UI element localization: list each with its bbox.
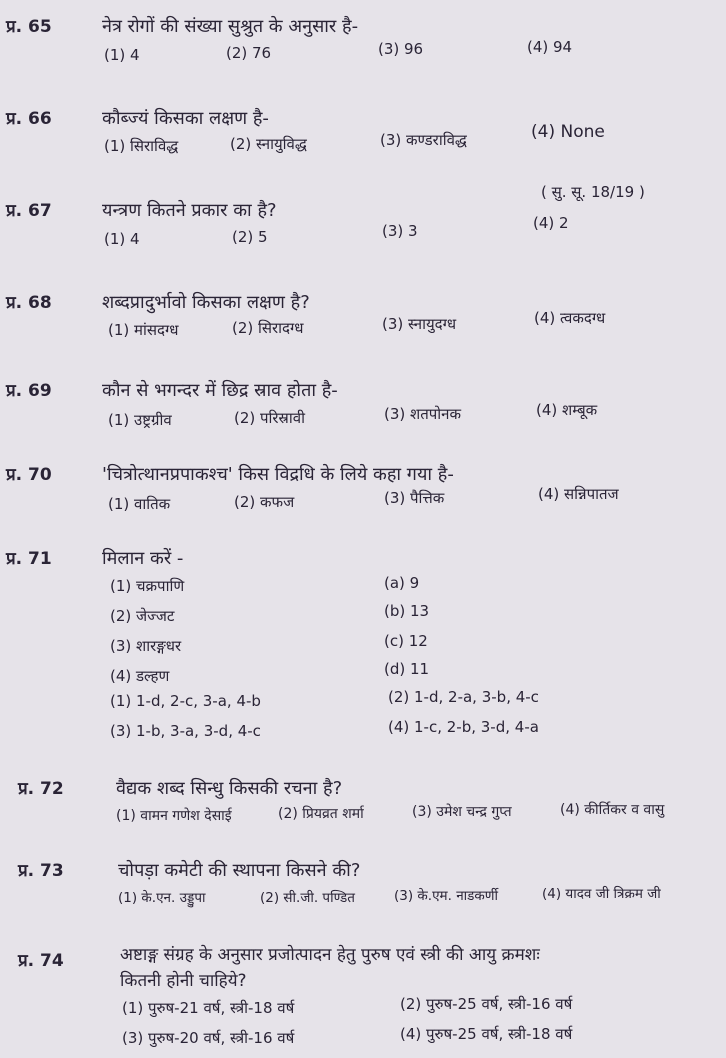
option-1: (1) 1-d, 2-c, 3-a, 4-b <box>110 692 261 710</box>
option-3: (3) पुरुष-20 वर्ष, स्त्री-16 वर्ष <box>122 1029 295 1047</box>
option-2: (2) 1-d, 2-a, 3-b, 4-c <box>388 688 539 706</box>
question-number: प्र. 74 <box>18 951 64 971</box>
option-1: (1) मांसदग्ध <box>108 321 179 339</box>
question-text-line-2: कितनी होनी चाहिये? <box>120 971 247 991</box>
option-1: (1) के.एन. उड्डुपा <box>118 890 206 906</box>
option-4: (4) 1-c, 2-b, 3-d, 4-a <box>388 718 539 736</box>
option-3: (3) के.एम. नाडकर्णी <box>394 888 499 904</box>
question-number: प्र. 66 <box>6 109 52 129</box>
question-number: प्र. 72 <box>18 779 64 799</box>
option-4: (4) यादव जी त्रिक्रम जी <box>542 886 661 902</box>
question-text: कौन से भगन्दर में छिद्र स्राव होता है- <box>102 380 338 401</box>
option-2: (2) सी.जी. पण्डित <box>260 890 355 906</box>
option-4: (4) शम्बूक <box>536 401 598 419</box>
option-2: (2) प्रियव्रत शर्मा <box>278 806 364 822</box>
match-left-2: (2) जेज्जट <box>110 607 175 625</box>
match-right-c: (c) 12 <box>384 632 428 650</box>
option-1: (1) पुरुष-21 वर्ष, स्त्री-18 वर्ष <box>122 999 295 1017</box>
source-reference: ( सु. सू. 18/19 ) <box>541 183 645 201</box>
option-4: (4) सन्निपातज <box>538 485 619 503</box>
option-4: (4) 94 <box>527 38 573 56</box>
option-1: (1) वामन गणेश देसाई <box>116 808 232 824</box>
option-2: (2) 5 <box>232 228 268 246</box>
option-2: (2) परिस्रावी <box>234 409 305 427</box>
option-3: (3) 3 <box>382 222 418 240</box>
option-1: (1) 4 <box>104 46 140 64</box>
option-1: (1) सिराविद्ध <box>104 137 179 155</box>
option-1: (1) वातिक <box>108 495 171 513</box>
option-2: (2) स्नायुविद्ध <box>230 135 307 153</box>
option-2: (2) पुरुष-25 वर्ष, स्त्री-16 वर्ष <box>400 995 573 1013</box>
option-4: (4) None <box>531 122 605 142</box>
question-text: यन्त्रण कितने प्रकार का है? <box>102 200 277 221</box>
match-right-d: (d) 11 <box>384 660 430 678</box>
option-4: (4) 2 <box>533 214 569 232</box>
question-text: शब्दप्रादुर्भावो किसका लक्षण है? <box>102 292 310 313</box>
option-3: (3) उमेश चन्द्र गुप्त <box>412 804 512 820</box>
option-3: (3) पैत्तिक <box>384 489 445 507</box>
question-text: नेत्र रोगों की संख्या सुश्रुत के अनुसार है- <box>102 16 359 37</box>
match-left-4: (4) डल्हण <box>110 667 170 685</box>
option-2: (2) 76 <box>226 44 272 62</box>
option-2: (2) सिरादग्ध <box>232 319 304 337</box>
question-number: प्र. 68 <box>6 293 52 313</box>
question-number: प्र. 70 <box>6 465 52 485</box>
option-3: (3) 1-b, 3-a, 3-d, 4-c <box>110 722 261 740</box>
question-text: अष्टाङ्ग संग्रह के अनुसार प्रजोत्पादन हेतु पुरुष एवं स्त्री की आयु क्रमशः <box>120 945 540 965</box>
match-right-b: (b) 13 <box>384 602 430 620</box>
option-2: (2) कफज <box>234 493 295 511</box>
question-number: प्र. 65 <box>6 17 52 37</box>
match-left-3: (3) शारङ्गधर <box>110 637 182 655</box>
option-1: (1) 4 <box>104 230 140 248</box>
option-4: (4) कीर्तिकर व वासु <box>560 802 665 818</box>
option-3: (3) कण्डराविद्ध <box>380 131 467 149</box>
option-1: (1) उष्ट्रग्रीव <box>108 411 172 429</box>
question-text: वैद्यक शब्द सिन्धु किसकी रचना है? <box>116 778 343 799</box>
question-text: मिलान करें - <box>102 548 184 569</box>
option-3: (3) शतपोनक <box>384 405 462 423</box>
question-text: कौब्ज्यं किसका लक्षण है- <box>102 108 269 129</box>
option-3: (3) 96 <box>378 40 424 58</box>
match-right-a: (a) 9 <box>384 574 420 592</box>
question-text: चोपड़ा कमेटी की स्थापना किसने की? <box>118 860 361 881</box>
question-number: प्र. 69 <box>6 381 52 401</box>
question-number: प्र. 67 <box>6 201 52 221</box>
question-number: प्र. 73 <box>18 861 64 881</box>
question-number: प्र. 71 <box>6 549 52 569</box>
option-4: (4) त्वकदग्ध <box>534 309 606 327</box>
match-left-1: (1) चक्रपाणि <box>110 577 185 595</box>
question-text: 'चित्रोत्थानप्रपाकश्च' किस विद्रधि के लिये कहा गया है- <box>102 464 454 485</box>
option-4: (4) पुरुष-25 वर्ष, स्त्री-18 वर्ष <box>400 1025 573 1043</box>
option-3: (3) स्नायुदग्ध <box>382 315 457 333</box>
